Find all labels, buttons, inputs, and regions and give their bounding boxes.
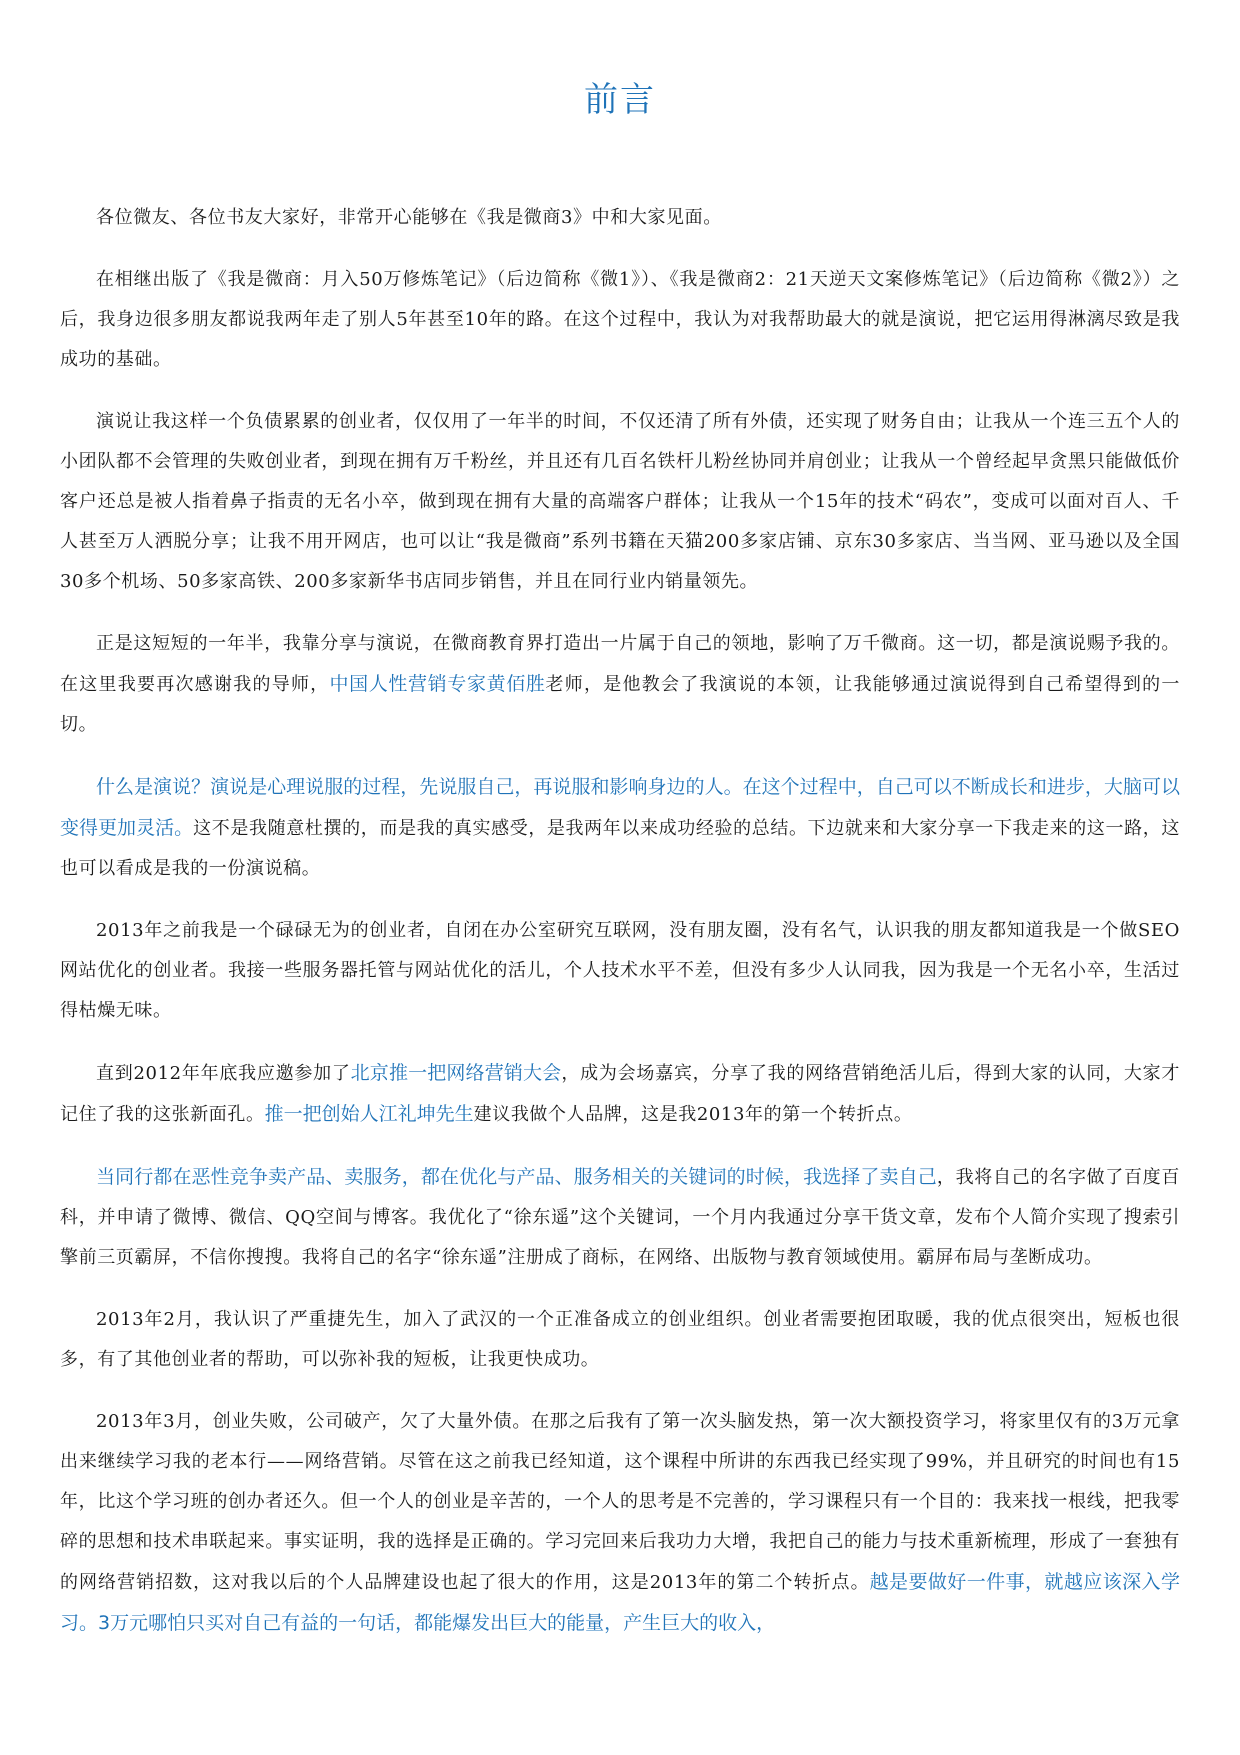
paragraph-text: 这不是我随意杜撰的，而是我的真实感受，是我两年以来成功经验的总结。下边就来和大家分享一下我走来的这一路，这也可以看成是我的一份演说稿。 [60, 818, 1180, 879]
paragraph-text: 建议我做个人品牌，这是我2013年的第一个转折点。 [473, 1104, 913, 1125]
paragraph-text: 老师，是他教会了我演说的本领，让我能够通过演说得到自己希望得到的一切。 [60, 674, 1180, 735]
paragraph-text: ，成为会场嘉宾，分享了我的网络营销绝活儿后，得到大家的认同，大家才记住了我的这张新面孔。 [60, 1063, 1180, 1125]
paragraph [60, 402, 1180, 602]
document-body [60, 198, 1180, 1666]
paragraph [60, 1053, 1180, 1135]
paragraph [60, 911, 1180, 1031]
paragraph-text: 演说让我这样一个负债累累的创业者，仅仅用了一年半的时间，不仅还清了所有外债，还实现了财务自由；让我从一个连三五个人的小团队都不会管理的失败创业者，到现在拥有万千粉丝，并且还有几百名铁杆儿粉丝协同并肩创业；让我从一个曾经起早贪黑只能做低价客户还总是被人指着鼻子指责的无名小卒，做到现在拥有大量的高端客户群体；让我从一个15年的技术“码农”，变成可以面对百人、千人甚至万人洒脱分享；让我不用开网店，也可以让“我是微商”系列书籍在天猫200多家店铺、京东30多家店、当当网、亚马逊以及全国30多个机场、50多家高铁、200多家新华书店同步销售，并且在同行业内销量领先。 [60, 411, 1180, 592]
highlighted-text: 推一把创始人江礼坤先生 [264, 1103, 474, 1125]
paragraph [60, 1157, 1180, 1278]
paragraph-text: 2013年3月，创业失败，公司破产，欠了大量外债。在那之后我有了第一次头脑发热，第一次大额投资学习，将家里仅有的3万元拿出来继续学习我的老本行——网络营销。尽管在这之前我已经知道，这个课程中所讲的东西我已经实现了99%，并且研究的时间也有15年，比这个学习班的创办者还久。但一个人的创业是辛苦的，一个人的思考是不完善的，学习课程只有一个目的：我来找一根线，把我零碎的思想和技术串联起来。事实证明，我的选择是正确的。学习完回来后我功力大增，我把自己的能力与技术重新梳理，形成了一套独有的网络营销招数，这对我以后的个人品牌建设也起了很大的作用，这是2013年的第二个转折点。 [60, 1411, 1180, 1593]
page-title: 前言 [584, 80, 656, 120]
paragraph [60, 1300, 1180, 1380]
paragraph [60, 767, 1180, 889]
highlighted-text: 越是要做好一件事，就越应该深入学习。3万元哪怕只买对自己有益的一句话，都能爆发出巨大的能量，产生巨大的收入， [60, 1571, 1180, 1634]
paragraph-text: ，我将自己的名字做了百度百科，并申请了微博、微信、QQ空间与博客。我优化了“徐东遥”这个关键词，一个月内我通过分享干货文章，发布个人简介实现了搜索引擎前三页霸屏，不信你搜搜。我将自己的名字“徐东遥”注册成了商标，在网络、出版物与教育领域使用。霸屏布局与垄断成功。 [60, 1167, 1180, 1268]
paragraph-text: 在相继出版了《我是微商：月入50万修炼笔记》（后边简称《微1》）、《我是微商2：21天逆天文案修炼笔记》（后边简称《微2》）之后，我身边很多朋友都说我两年走了别人5年甚至10年的路。在这个过程中，我认为对我帮助最大的就是演说，把它运用得淋漓尽致是我成功的基础。 [60, 269, 1180, 370]
paragraph-text: 2013年之前我是一个碌碌无为的创业者，自闭在办公室研究互联网，没有朋友圈，没有名气，认识我的朋友都知道我是一个做SEO网站优化的创业者。我接一些服务器托管与网站优化的活儿，个人技术水平不差，但没有多少人认同我，因为我是一个无名小卒，生活过得枯燥无味。 [60, 920, 1180, 1021]
paragraph [60, 198, 1180, 238]
paragraph [60, 1402, 1180, 1644]
highlighted-text: 什么是演说？演说是心理说服的过程，先说服自己，再说服和影响身边的人。在这个过程中，自己可以不断成长和进步，大脑可以变得更加灵活。 [60, 776, 1180, 839]
highlighted-text: 当同行都在恶性竞争卖产品、卖服务，都在优化与产品、服务相关的关键词的时候，我选择了卖自己 [96, 1166, 937, 1188]
paragraph-text: 正是这短短的一年半，我靠分享与演说，在微商教育界打造出一片属于自己的领地，影响了万千微商。这一切，都是演说赐予我的。在这里我要再次感谢我的导师， [60, 633, 1180, 695]
paragraph-text: 各位微友、各位书友大家好，非常开心能够在《我是微商3》中和大家见面。 [96, 207, 722, 228]
highlighted-text: 北京推一把网络营销大会 [350, 1062, 562, 1084]
highlighted-text: 中国人性营销专家黄佰胜 [329, 673, 546, 695]
paragraph [60, 624, 1180, 745]
paragraph-text: 2013年2月，我认识了严重捷先生，加入了武汉的一个正准备成立的创业组织。创业者需要抱团取暖，我的优点很突出，短板也很多，有了其他创业者的帮助，可以弥补我的短板，让我更快成功。 [60, 1309, 1180, 1370]
paragraph [60, 260, 1180, 380]
paragraph-text: 直到2012年年底我应邀参加了 [96, 1063, 351, 1084]
